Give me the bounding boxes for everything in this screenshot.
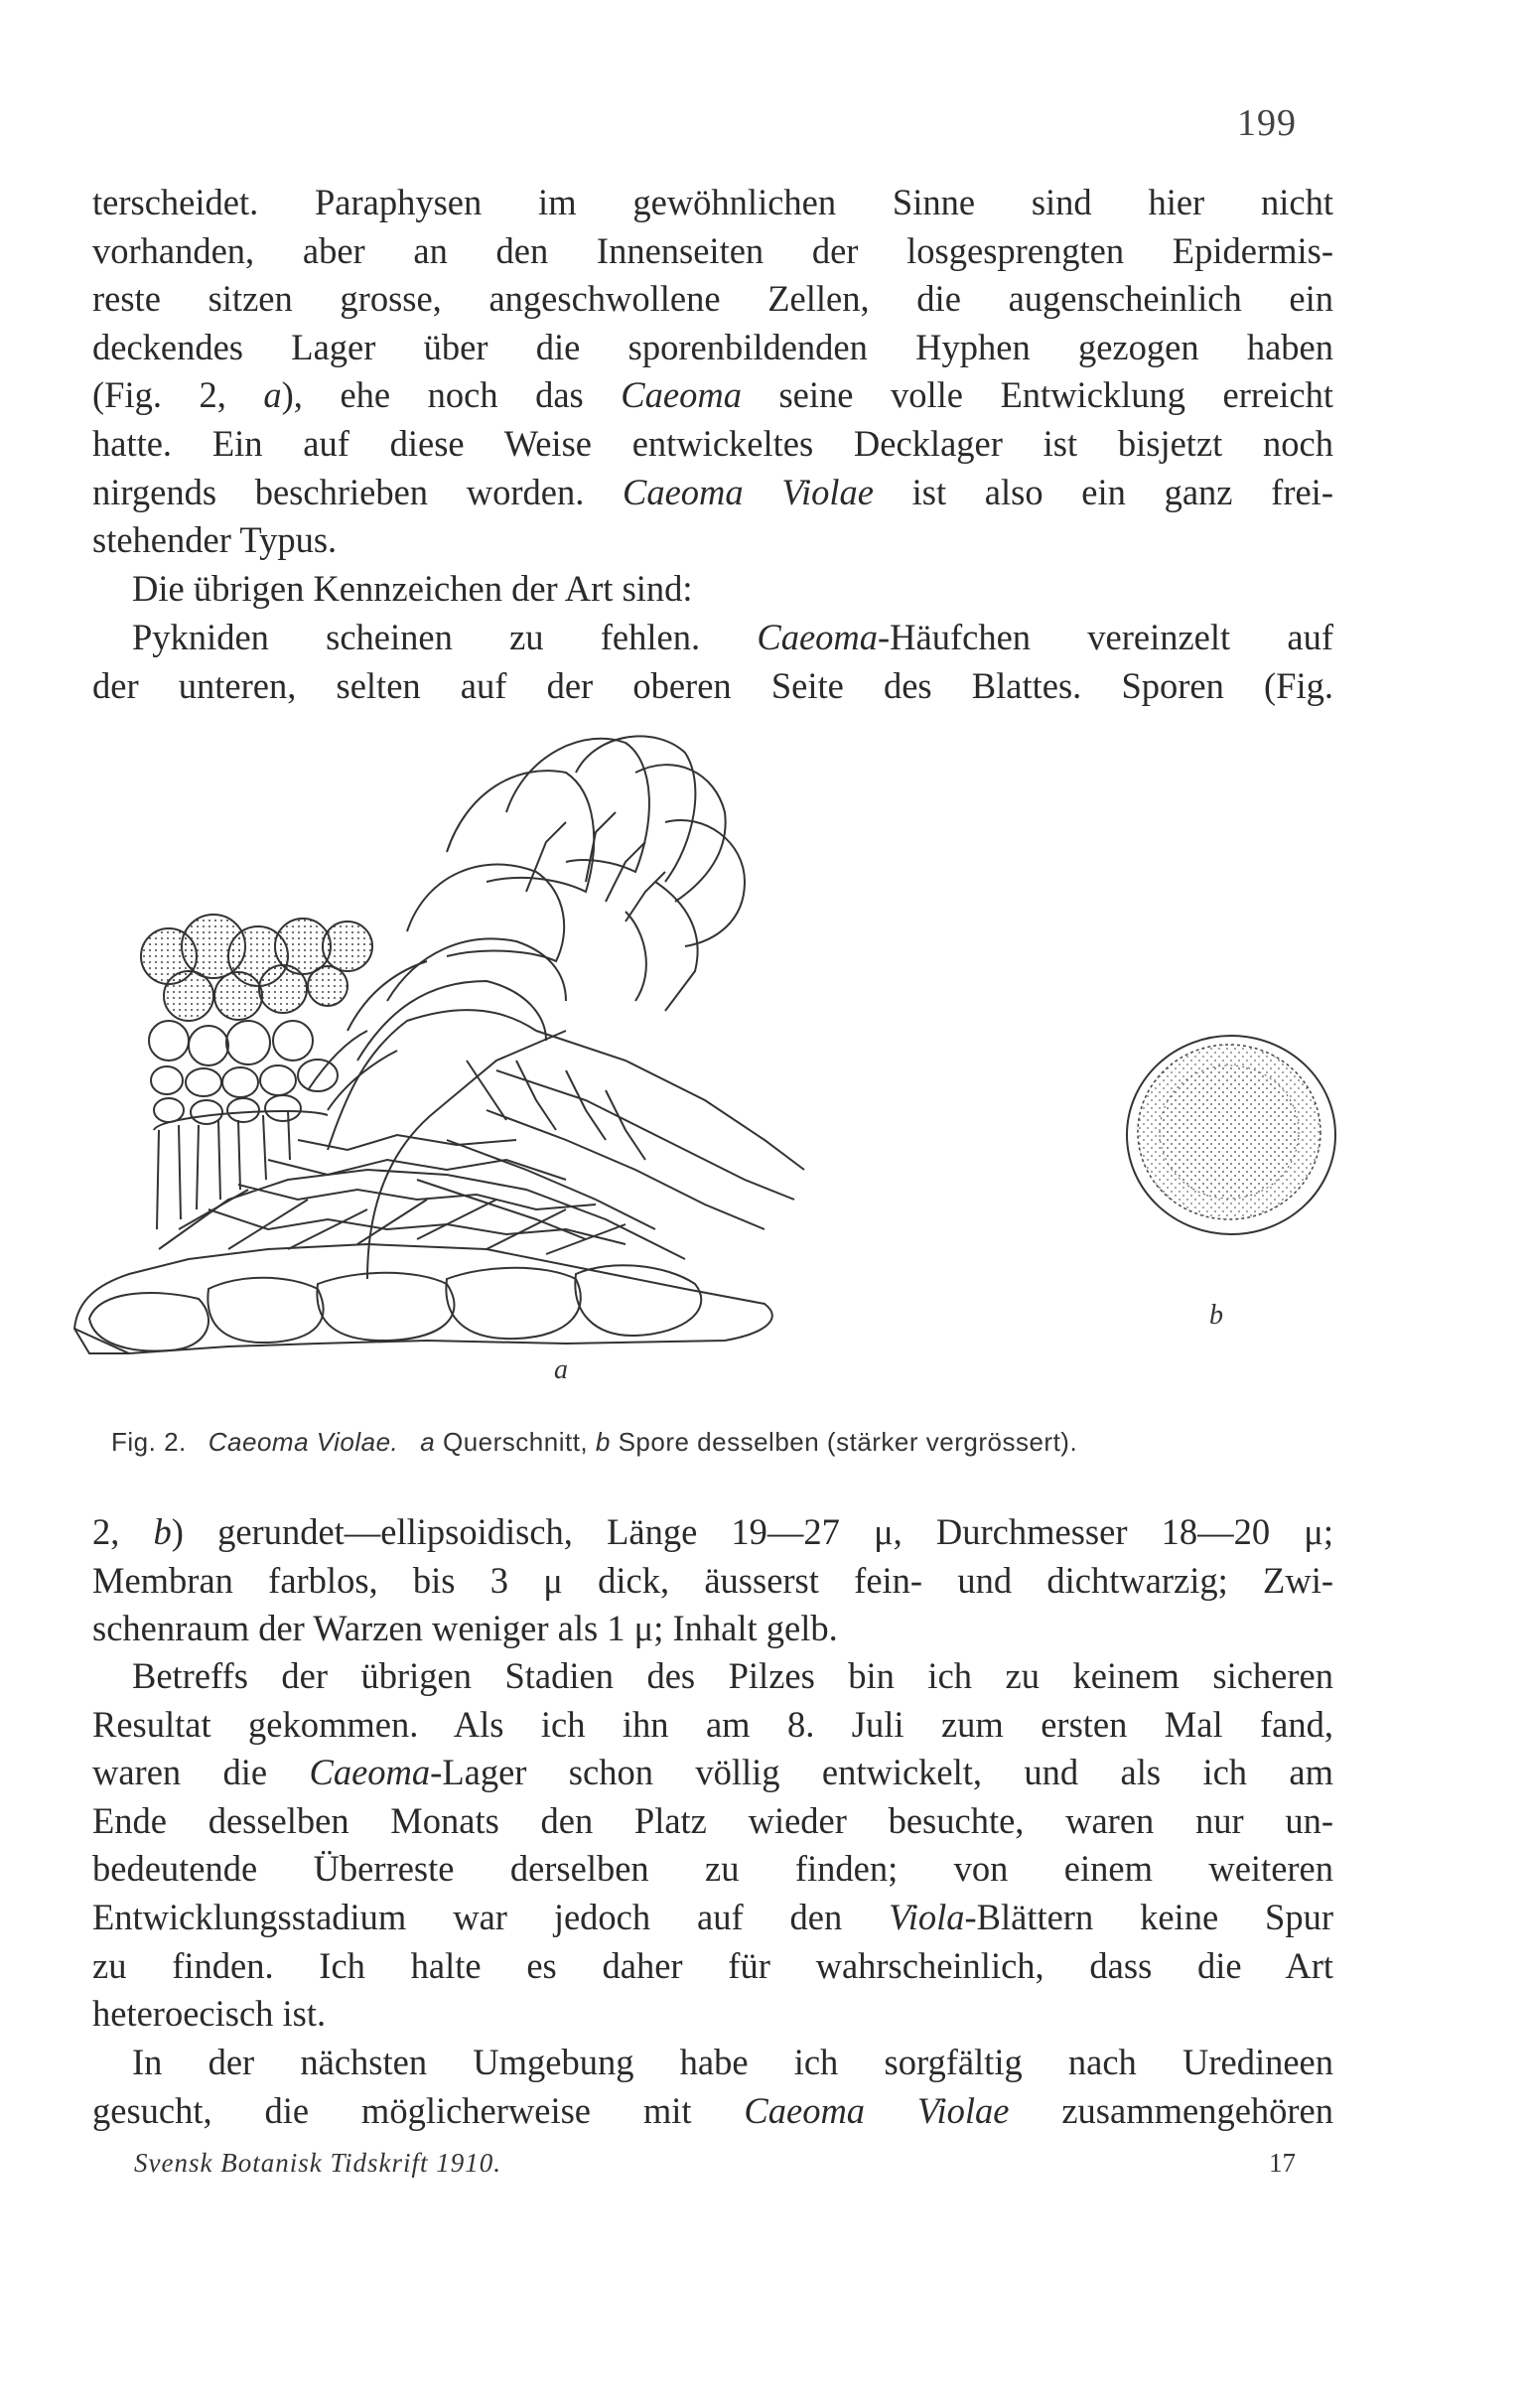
text-line: gesucht, die möglicherweise mit Caeoma Violae zusammengehören	[92, 2089, 1333, 2131]
text-line: Die übrigen Kennzeichen der Art sind:	[132, 568, 693, 609]
spore-drawing	[1127, 1036, 1335, 1234]
text-line: vorhanden, aber an den Innenseiten der losgesprengten Epidermis-	[92, 229, 1333, 271]
signature-mark: 17	[1269, 2148, 1296, 2178]
text-line: bedeutende Überreste derselben zu finden; von einem weiteren	[92, 1848, 1333, 1890]
text-line: zu finden. Ich halte es daher für wahrscheinlich, dass die Art	[92, 1944, 1333, 1986]
paragraph-6	[92, 2039, 1333, 2135]
paragraph-3	[92, 614, 1333, 710]
text-line: terscheidet. Paraphysen im gewöhnlichen Sinne sind hier nicht	[92, 182, 1333, 222]
text-line: nirgends beschrieben worden. Caeoma Violae ist also ein ganz frei-	[92, 471, 1333, 512]
cross-section-drawing	[74, 736, 804, 1353]
figure-label-a: a	[554, 1354, 568, 1385]
text-line: reste sitzen grosse, angeschwollene Zellen, die augenscheinlich ein	[92, 278, 1333, 320]
text-line: Entwicklungsstadium war jedoch auf den Viola-Blättern keine Spur	[92, 1896, 1333, 1937]
text-line: heteroecisch ist.	[92, 1993, 327, 2035]
text-line: schenraum der Warzen weniger als 1 μ; Inhalt gelb.	[92, 1608, 838, 1649]
text-line: 2, b) gerundet—ellipsoidisch, Länge 19—27 μ, Durchmesser 18—20 μ;	[92, 1511, 1333, 1552]
paragraph-1	[92, 179, 1333, 565]
text-line: hatte. Ein auf diese Weise entwickeltes Decklager ist bisjetzt noch	[92, 422, 1333, 464]
text-line: Ende desselben Monats den Platz wieder besuchte, waren nur un-	[92, 1799, 1333, 1841]
page-footer	[134, 2148, 1296, 2179]
figure-caption: Fig. 2. Caeoma Violae. a Querschnitt, b Spore desselben (stärker vergrössert).	[111, 1427, 1078, 1457]
figure-2	[70, 733, 1360, 1398]
text-line: der unteren, selten auf der oberen Seite des Blattes. Sporen (Fig.	[92, 664, 1333, 706]
text-line: Resultat gekommen. Als ich ihn am 8. Juli zum ersten Mal fand,	[92, 1703, 1333, 1745]
page-number: 199	[1237, 102, 1297, 144]
paragraph-5	[92, 1652, 1333, 2039]
text-line: Pykniden scheinen zu fehlen. Caeoma-Häufchen vereinzelt auf	[132, 617, 1333, 657]
paragraph-2	[92, 565, 1333, 614]
text-line: Betreffs der übrigen Stadien des Pilzes bin ich zu keinem sicheren	[132, 1655, 1333, 1696]
text-line: stehender Typus.	[92, 519, 338, 561]
text-line: waren die Caeoma-Lager schon völlig entwickelt, und als ich am	[92, 1752, 1333, 1793]
journal-title: Svensk Botanisk Tidskrift 1910.	[134, 2148, 501, 2178]
figure-label-b: b	[1209, 1300, 1223, 1331]
text-line: Membran farblos, bis 3 μ dick, äusserst fein- und dichtwarzig; Zwi-	[92, 1559, 1333, 1601]
text-line: In der nächsten Umgebung habe ich sorgfältig nach Uredineen	[132, 2042, 1333, 2082]
text-line: (Fig. 2, a), ehe noch das Caeoma seine volle Entwicklung erreicht	[92, 374, 1333, 416]
paragraph-4	[92, 1508, 1333, 1653]
text-line: deckendes Lager über die sporenbildenden Hyphen gezogen haben	[92, 326, 1333, 367]
